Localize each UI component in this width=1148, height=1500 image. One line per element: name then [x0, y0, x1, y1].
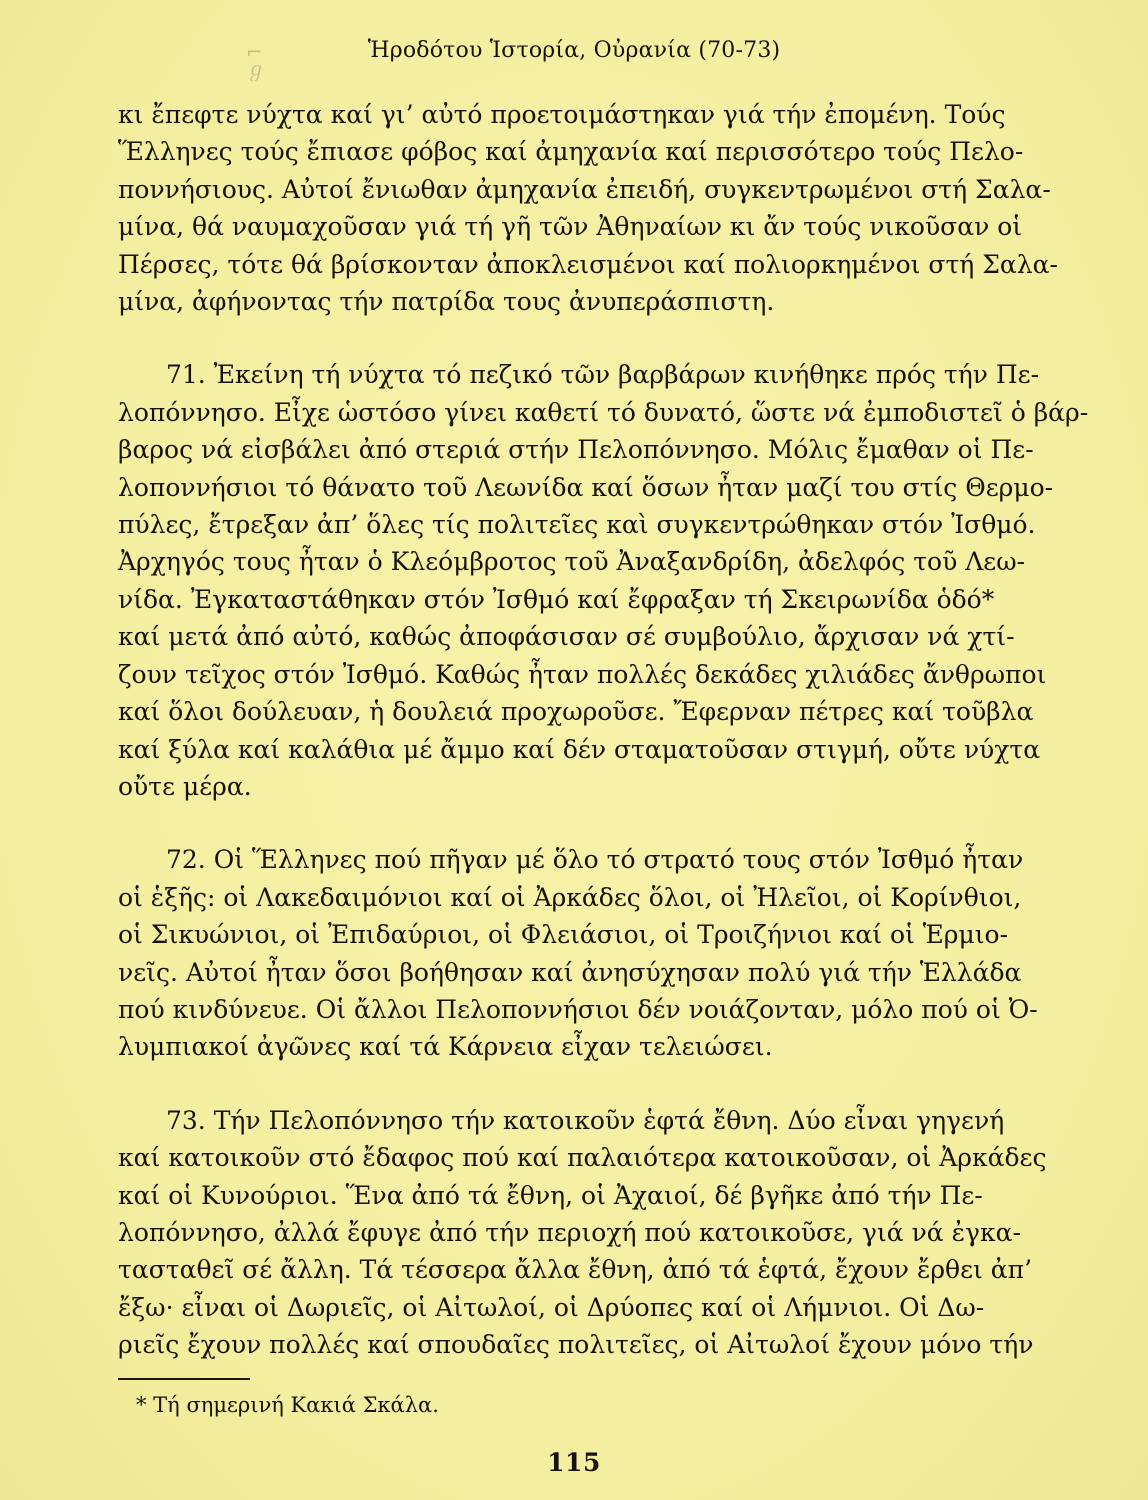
main-text	[118, 96, 1089, 1364]
text-line: 73. Τήν Πελοπόννησο τήν κατοικοῦν ἑφτά ἔθνη. Δύο εἶναι γηγενή	[166, 1105, 1005, 1135]
paragraph-73	[118, 1102, 1047, 1364]
paragraph-spacer	[118, 320, 976, 356]
text-line: 71. Ἐκείνη τή νύχτα τό πεζικό τῶν βαρβάρων κινήθηκε πρός τήν Πε-	[166, 360, 1040, 390]
text-line: νίδα. Ἐγκαταστάθηκαν στόν Ἰσθμό καί ἔφραξαν τή Σκειρωνίδα ὁδό*	[118, 584, 995, 614]
text-line: βαρος νά εἰσβάλει ἀπό στεριά στήν Πελοπόννησο. Μόλις ἔμαθαν οἱ Πε-	[118, 435, 1034, 465]
text-line: Ἕλληνες τούς ἔπιασε φόβος καί ἀμηχανία καί περισσότερο τούς Πελο-	[118, 137, 1024, 167]
text-line: λοπόννησο, ἀλλά ἔφυγε ἀπό τήν περιοχή πού κατοικοῦσε, γιά νά ἐγκα-	[118, 1217, 1021, 1247]
text-line: Πέρσες, τότε θά βρίσκονταν ἀποκλεισμένοι καί πολιορκημένοι στή Σαλα-	[118, 249, 1058, 279]
text-line: πού κινδύνευε. Οἱ ἄλλοι Πελοποννήσιοι δέν νοιάζονταν, μόλο πού οἱ Ὀ-	[118, 994, 1038, 1024]
text-line: οἱ Σικυώνιοι, οἱ Ἐπιδαύριοι, οἱ Φλειάσιοι, οἱ Τροιζήνιοι καί οἱ Ἑρμιο-	[118, 920, 1009, 950]
text-line: νεῖς. Αὐτοί ἦταν ὅσοι βοήθησαν καί ἀνησύχησαν πολύ γιά τήν Ἑλλάδα	[118, 957, 1022, 987]
text-line: Ἀρχηγός τους ἦταν ὁ Κλεόμβροτος τοῦ Ἀναξανδρίδη, ἀδελφός τοῦ Λεω-	[118, 547, 1026, 577]
text-line: καί οἱ Κυνούριοι. Ἕνα ἀπό τά ἔθνη, οἱ Ἀχαιοί, δέ βγῆκε ἀπό τήν Πε-	[118, 1180, 983, 1210]
text-line: ἔξω· εἶναι οἱ Δωριεῖς, οἱ Αἰτωλοί, οἱ Δρύοπες καί οἱ Λήμνιοι. Οἱ Δω-	[118, 1292, 985, 1322]
paragraph-spacer	[118, 805, 976, 841]
text-line: λοπόννησο. Εἶχε ὡστόσο γίνει καθετί τό δυνατό, ὥστε νά ἐμποδιστεῖ ὁ βάρ-	[118, 397, 1089, 427]
text-line: καί ὅλοι δούλευαν, ἡ δουλειά προχωροῦσε. Ἔφερναν πέτρες καί τοῦβλα	[118, 697, 1034, 727]
text-line: οὔτε μέρα.	[118, 771, 252, 801]
paragraph-70-end	[118, 96, 1058, 320]
footnote: * Τή σημερινή Κακιά Σκάλα.	[136, 1393, 439, 1417]
text-line: κι ἔπεφτε νύχτα καί γι’ αὐτό προετοιμάστηκαν γιά τήν ἐπομένη. Τούς	[118, 100, 1006, 129]
running-header: Ἡροδότου Ἱστορία, Οὐρανία (70-73)	[367, 38, 781, 63]
text-line: ζουν τεῖχος στόν Ἰσθμό. Καθώς ἦταν πολλές δεκάδες χιλιάδες ἄνθρωποι	[118, 659, 1047, 689]
paragraph-71	[118, 356, 1089, 805]
paragraph-spacer	[118, 1066, 976, 1102]
text-line: μίνα, ἀφήνοντας τήν πατρίδα τους ἀνυπεράσπιστη.	[118, 287, 775, 317]
footnote-divider	[118, 1378, 250, 1380]
text-line: 72. Οἱ Ἕλληνες πού πῆγαν μέ ὅλο τό στρατό τους στόν Ἰσθμό ἦταν	[166, 845, 1024, 875]
text-line: τασταθεῖ σέ ἄλλη. Τά τέσσερα ἄλλα ἔθνη, ἀπό τά ἑφτά, ἔχουν ἔρθει ἀπ’	[118, 1255, 1033, 1285]
page-number: 115	[547, 1448, 601, 1477]
text-line: καί ξύλα καί καλάθια μέ ἄμμο καί δέν σταματοῦσαν στιγμή, οὔτε νύχτα	[118, 734, 1041, 764]
text-line: λοποννήσιοι τό θάνατο τοῦ Λεωνίδα καί ὅσων ἦταν μαζί του στίς Θερμο-	[118, 472, 1054, 502]
text-line: ποννήσιους. Αὐτοί ἔνιωθαν ἀμηχανία ἐπειδή, συγκεντρωμένοι στή Σαλα-	[118, 174, 1051, 204]
paragraph-72	[118, 841, 1038, 1065]
text-line: πύλες, ἔτρεξαν ἀπ’ ὅλες τίς πολιτεῖες καὶ συγκεντρώθηκαν στόν Ἰσθμό.	[118, 510, 1036, 540]
text-line: οἱ ἑξῆς: οἱ Λακεδαιμόνιοι καί οἱ Ἀρκάδες ὅλοι, οἱ Ἠλεῖοι, οἱ Κορίνθιοι,	[118, 882, 1022, 912]
text-line: ριεῖς ἔχουν πολλές καί σπουδαῖες πολιτεῖες, οἱ Αἰτωλοί ἔχουν μόνο τήν	[118, 1330, 1034, 1360]
text-line: λυμπιακοί ἀγῶνες καί τά Κάρνεια εἶχαν τελειώσει.	[118, 1032, 773, 1062]
text-line: καί μετά ἀπό αὐτό, καθώς ἀποφάσισαν σέ συμβούλιο, ἄρχισαν νά χτί-	[118, 622, 1015, 652]
text-line: μίνα, θά ναυμαχοῦσαν γιά τή γῆ τῶν Ἀθηναίων κι ἄν τούς νικοῦσαν οἱ	[118, 212, 1023, 242]
text-line: καί κατοικοῦν στό ἔδαφος πού καί παλαιότερα κατοικοῦσαν, οἱ Ἀρκάδες	[118, 1143, 1047, 1173]
ink-smudge: ⌐ ℊ	[246, 40, 266, 81]
